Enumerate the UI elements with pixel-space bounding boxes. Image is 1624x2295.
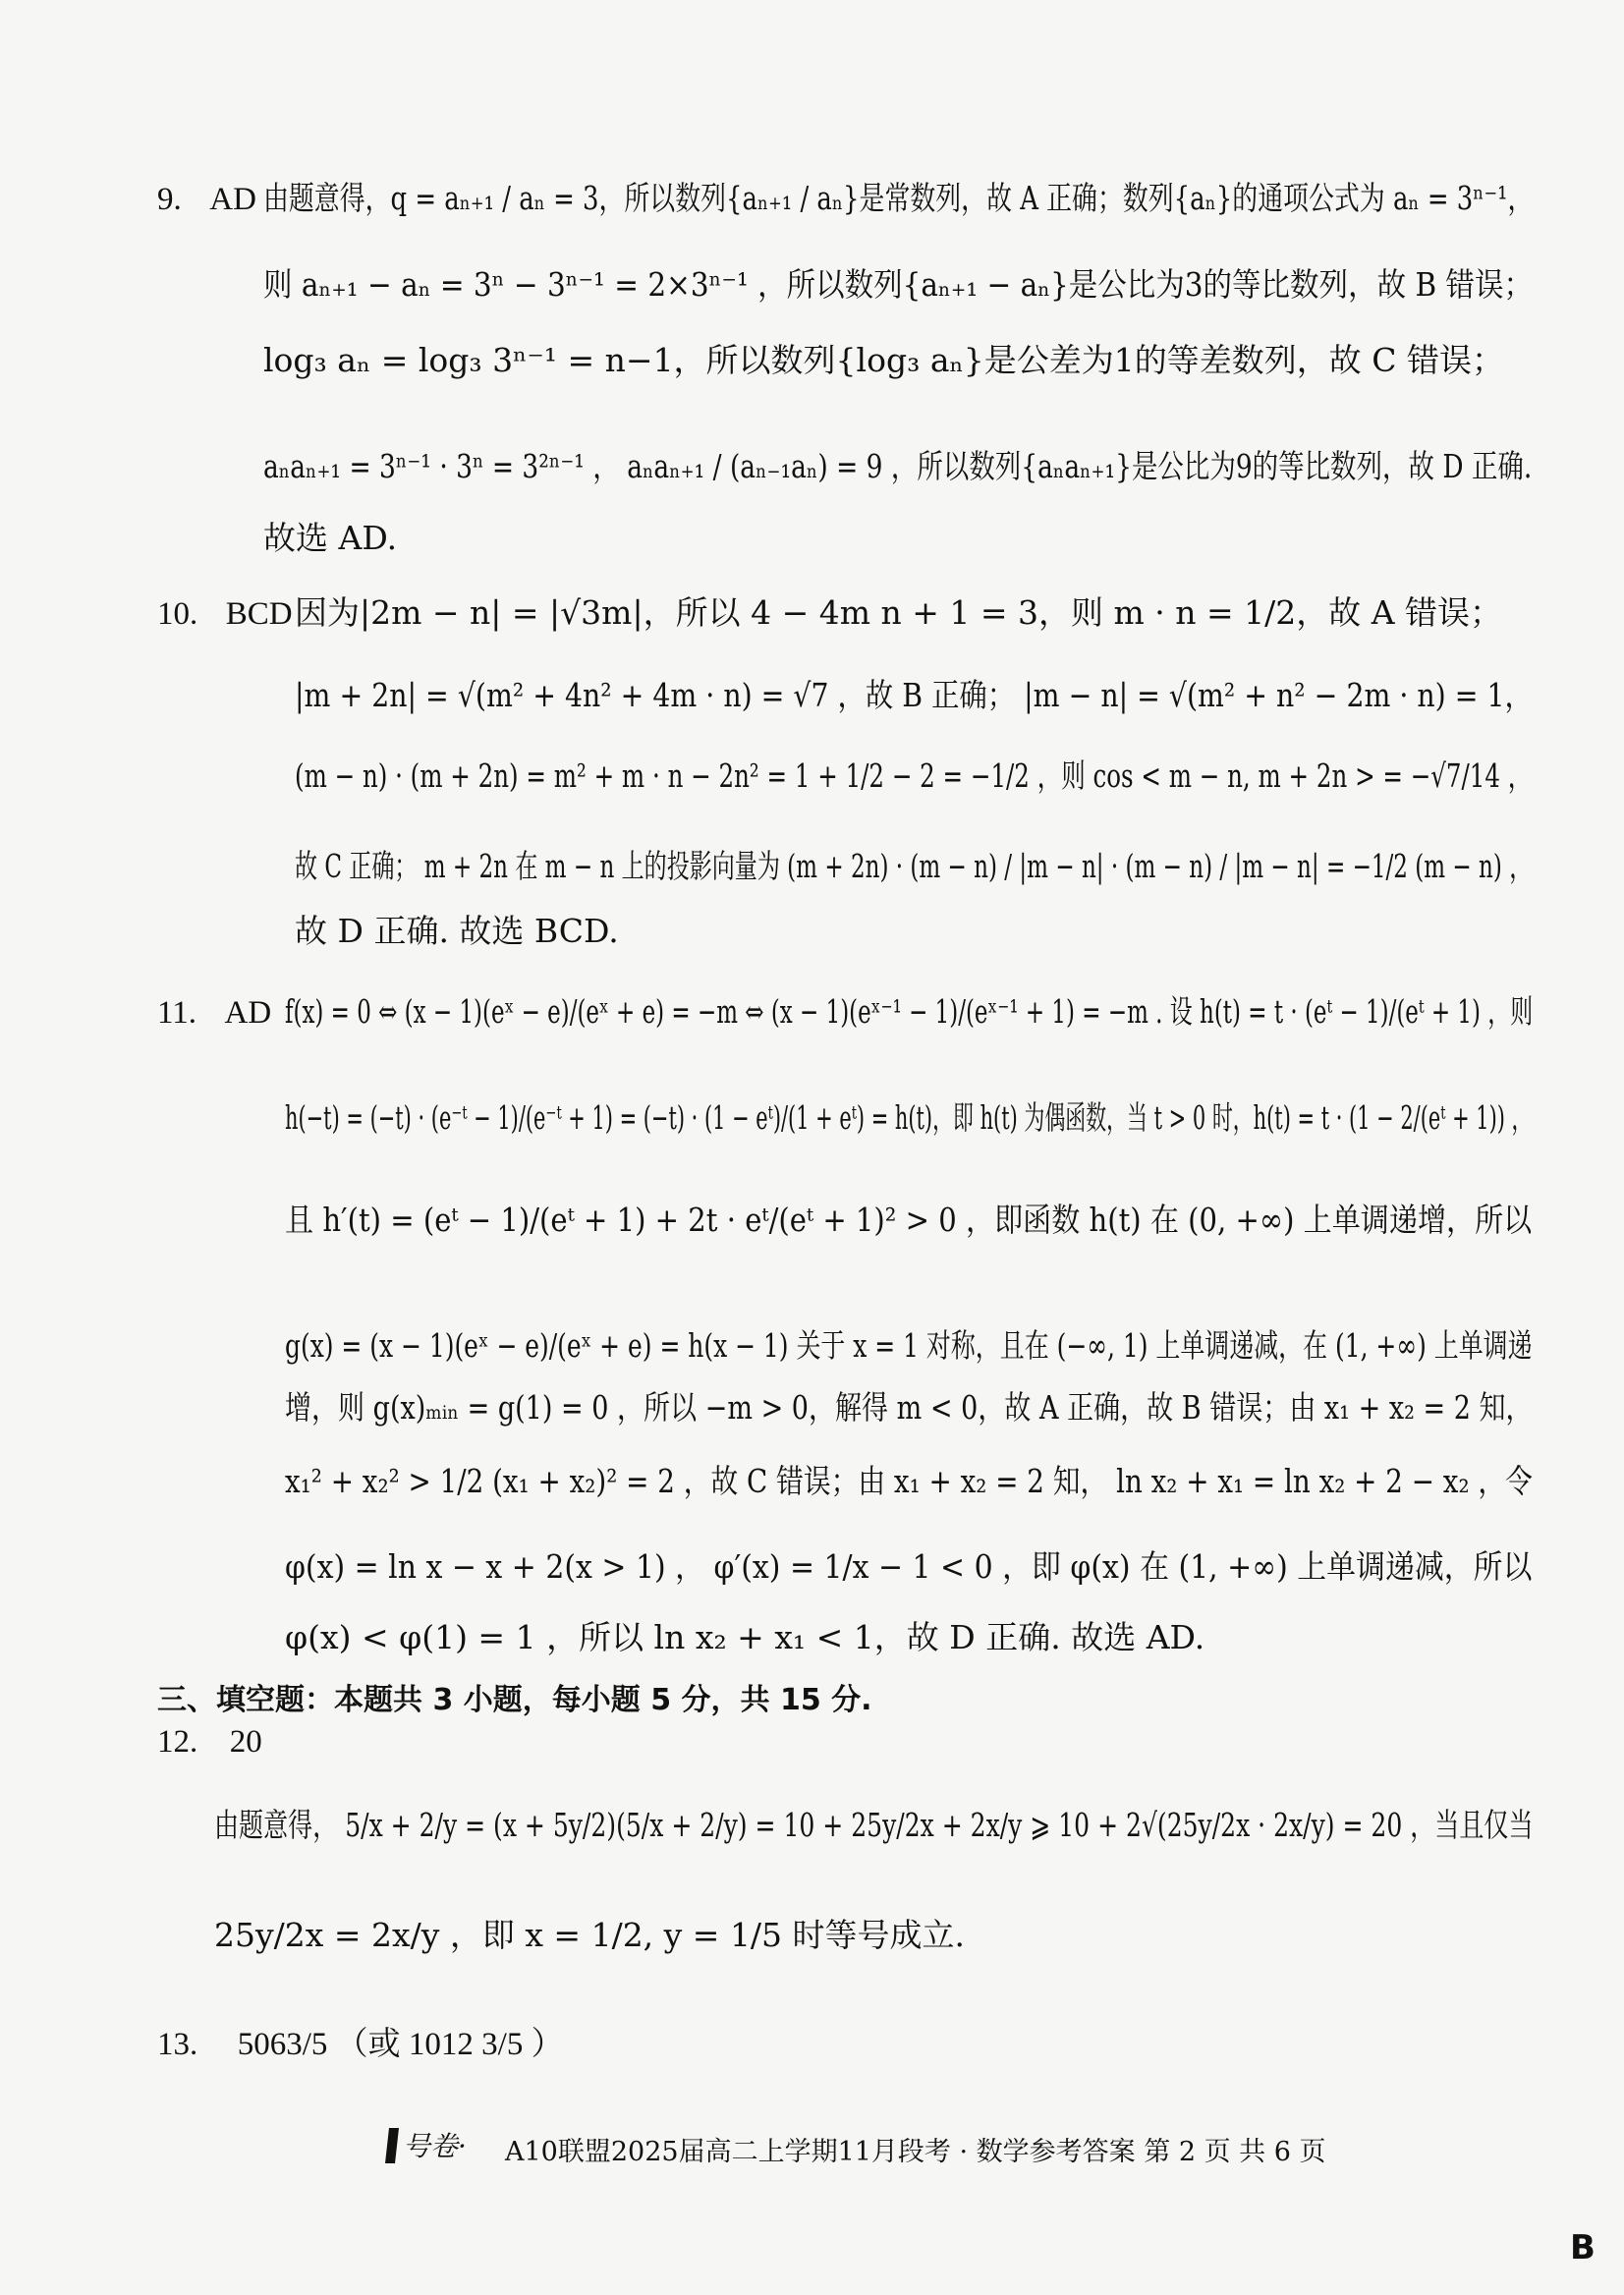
q9-line-3: log₃ aₙ = log₃ 3ⁿ⁻¹ = n−1，所以数列{log₃ aₙ}是公差为1的等差数列，故 C 错误； bbox=[263, 341, 1504, 379]
q11-line-5: 增，则 g(x)ₘᵢₙ = g(1) = 0 ，所以 −m > 0，解得 m < 0，故 A 正确，故 B 错误；由 x₁ + x₂ = 2 知， bbox=[285, 1388, 1533, 1427]
svg-text:号卷·: 号卷· bbox=[403, 2130, 467, 2162]
q11-line-3: 且 h′(t) = (eᵗ − 1)/(eᵗ + 1) + 2t · eᵗ/(eᵗ + 1)² > 0 ，即函数 h(t) 在 (0, +∞) 上单调递增，所以 bbox=[285, 1201, 1533, 1239]
q9-line-4: aₙaₙ₊₁ = 3ⁿ⁻¹ · 3ⁿ = 3²ⁿ⁻¹ ， aₙaₙ₊₁ / (aₙ₋₁aₙ) = 9 ，所以数列{aₙaₙ₊₁}是公比为9的等比数列，故 D 正确. bbox=[263, 447, 1533, 485]
footer-text: A10联盟2025届高二上学期11月段考 · 数学参考答案 第 2 页 共 6 页 bbox=[505, 2137, 1326, 2167]
q10-line-2: |m + 2n| = √(m² + 4n² + 4m · n) = √7 ，故 B 正确； |m − n| = √(m² + n² − 2m · n) = 1， bbox=[295, 676, 1533, 714]
q11-line-2: h(−t) = (−t) · (e⁻ᵗ − 1)/(e⁻ᵗ + 1) = (−t) · (1 − eᵗ)/(1 + eᵗ) = h(t)，即 h(t) 为偶函数，当 t > 0 时，h(t) = t · (1 − 2/(eᵗ + 1)) ， bbox=[285, 1098, 1533, 1137]
q10-line-1: 因为|2m − n| = |√3m|，所以 4 − 4m n + 1 = 3，则 m · n = 1/2，故 A 错误； bbox=[295, 593, 1503, 632]
q9-answer: AD bbox=[209, 182, 256, 217]
q10-line-3: (m − n) · (m + 2n) = m² + m · n − 2n² = 1 + 1/2 − 2 = −1/2 ，则 cos < m − n, m + 2n > = −√7/14 ， bbox=[295, 756, 1533, 795]
q11-line-6: x₁² + x₂² > 1/2 (x₁ + x₂)² = 2 ，故 C 错误；由 x₁ + x₂ = 2 知， ln x₂ + x₁ = ln x₂ + 2 − x₂ ，令 bbox=[285, 1462, 1533, 1500]
q11-header bbox=[157, 992, 271, 1033]
q9-line-5: 故选 AD. bbox=[263, 519, 398, 557]
q9-line-2: 则 aₙ₊₁ − aₙ = 3ⁿ − 3ⁿ⁻¹ = 2×3ⁿ⁻¹ ，所以数列{aₙ₊₁ − aₙ}是公比为3的等比数列，故 B 错误； bbox=[263, 265, 1534, 304]
q10-answer: BCD bbox=[225, 596, 293, 632]
q9-number: 9. bbox=[157, 182, 182, 217]
q10-number: 10. bbox=[157, 596, 198, 632]
q11-line-4: g(x) = (x − 1)(eˣ − e)/(eˣ + e) = h(x − 1) 关于 x = 1 对称，且在 (−∞, 1) 上单调递减，在 (1, +∞) 上单调递 bbox=[285, 1326, 1533, 1365]
q12-line-1: 由题意得， 5/x + 2/y = (x + 5y/2)(5/x + 2/y) = 10 + 25y/2x + 2x/y ⩾ 10 + 2√(25y/2x · 2x/y) = 20 ，当且仅当 bbox=[214, 1806, 1534, 1844]
section-heading-fill-in: 三、填空题：本题共 3 小题，每小题 5 分，共 15 分. bbox=[157, 1683, 872, 1717]
q10-line-5: 故 D 正确. 故选 BCD. bbox=[295, 912, 619, 950]
q11-number: 11. bbox=[157, 995, 197, 1031]
q12-answer: 20 bbox=[229, 1724, 262, 1760]
q9-line-1: 由题意得，q = aₙ₊₁ / aₙ = 3，所以数列{aₙ₊₁ / aₙ}是常数列，故 A 正确；数列{aₙ}的通项公式为 aₙ = 3ⁿ⁻¹， bbox=[263, 179, 1534, 217]
q11-line-7: φ(x) = ln x − x + 2(x > 1) ， φ′(x) = 1/x − 1 < 0 ，即 φ(x) 在 (1, +∞) 上单调递减，所以 bbox=[285, 1547, 1533, 1586]
q11-line-8: φ(x) < φ(1) = 1 ，所以 ln x₂ + x₁ < 1，故 D 正确. 故选 AD. bbox=[285, 1618, 1205, 1656]
brand-logo bbox=[383, 2124, 491, 2174]
q12-header bbox=[157, 1721, 262, 1762]
q13-number: 13. bbox=[157, 2027, 198, 2062]
q13-answer: 5063/5 （或 1012 3/5 ） bbox=[237, 2027, 564, 2062]
brand-logo-mark bbox=[383, 2124, 491, 2167]
q11-answer: AD bbox=[224, 995, 272, 1031]
q10-header bbox=[157, 593, 293, 634]
q12-number: 12. bbox=[157, 1724, 198, 1760]
page-footer bbox=[383, 2124, 1326, 2174]
q13-header bbox=[157, 2024, 564, 2064]
q10-line-4: 故 C 正确； m + 2n 在 m − n 上的投影向量为 (m + 2n) · (m − n) / |m − n| · (m − n) / |m − n| = −1/2 (m − n) ， bbox=[295, 847, 1533, 885]
q9-header bbox=[157, 179, 256, 219]
corner-label: B bbox=[1570, 2228, 1596, 2267]
q12-line-2: 25y/2x = 2x/y ，即 x = 1/2, y = 1/5 时等号成立. bbox=[214, 1916, 966, 1954]
q11-line-1: f(x) = 0 ⇔ (x − 1)(eˣ − e)/(eˣ + e) = −m ⇔ (x − 1)(eˣ⁻¹ − 1)/(eˣ⁻¹ + 1) = −m . 设 h(t) = t · (eᵗ − 1)/(eᵗ + 1) ，则 bbox=[285, 992, 1534, 1031]
